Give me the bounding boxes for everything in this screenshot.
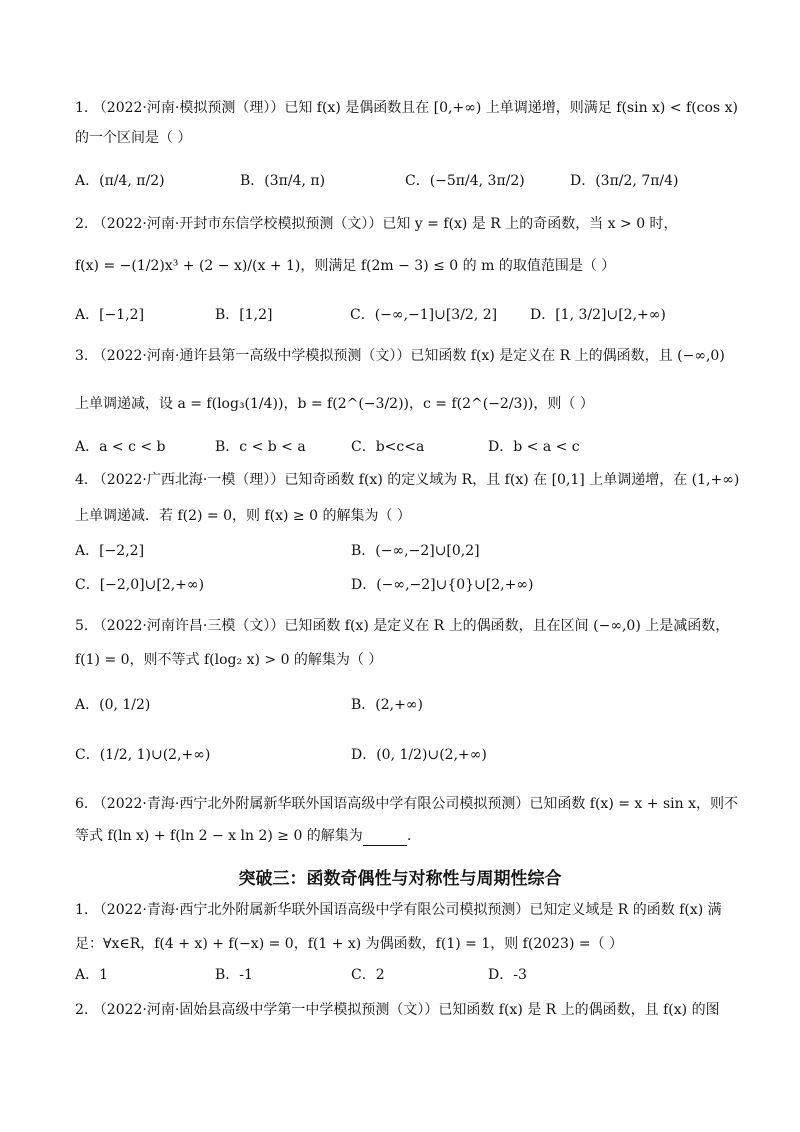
option-c[interactable]: C．(−5π/4, 3π/2): [405, 173, 525, 189]
question-1-stem-cont: 的一个区间是（ ）: [75, 130, 192, 146]
option-a[interactable]: A．[−2,2]: [75, 543, 145, 559]
question-6-period: .: [406, 828, 412, 844]
option-c[interactable]: C．[−2,0]∪[2,+∞): [75, 577, 205, 593]
option-c[interactable]: C．(1/2, 1)∪(2,+∞): [75, 747, 211, 763]
question-6-stem-cont: [75, 826, 740, 846]
question-1-options: [75, 166, 740, 194]
question-6-text: 等式 f(ln x) + f(ln 2 − x ln 2) ≥ 0 的解集为: [75, 828, 363, 844]
option-d[interactable]: D．(0, 1/2)∪(2,+∞): [351, 747, 487, 763]
question-3-stem: 3. （2022·河南·通许县第一高级中学模拟预测（文））已知函数 f(x) 是定义在 R 上的偶函数，且 (−∞,0): [75, 348, 725, 364]
question-4-stem-cont: 上单调递减．若 f(2) = 0，则 f(x) ≥ 0 的解集为（ ）: [75, 508, 411, 524]
option-b[interactable]: B．-1: [215, 967, 253, 983]
option-a[interactable]: A．(π/4, π/2): [75, 173, 165, 189]
question-4-options-row2: [75, 570, 740, 598]
question-5-options-row2: [75, 740, 740, 768]
question-2-stem-cont: f(x) = −(1/2)x³ + (2 − x)/(x + 1)，则满足 f(2m − 3) ≤ 0 的 m 的取值范围是（ ）: [75, 258, 616, 274]
option-b[interactable]: B．(−∞,−2]∪[0,2]: [351, 543, 480, 559]
option-b[interactable]: B．(3π/4, π): [240, 173, 326, 189]
question-5-stem: 5. （2022·河南许昌·三模（文））已知函数 f(x) 是定义在 R 上的偶函数，且在区间 (−∞,0) 上是减函数，: [75, 618, 730, 634]
option-d[interactable]: D．-3: [488, 967, 527, 983]
question-2-stem: 2. （2022·河南·开封市东信学校模拟预测（文））已知 y = f(x) 是 R 上的奇函数，当 x > 0 时，: [75, 216, 678, 232]
option-b[interactable]: B．c < b < a: [215, 439, 306, 455]
section2-question-2-stem: 2. （2022·河南·固始县高级中学第一中学模拟预测（文））已知函数 f(x) 是 R 上的偶函数，且 f(x) 的图: [75, 1002, 720, 1018]
question-4-options-row1: [75, 536, 740, 564]
answer-blank[interactable]: [363, 831, 407, 846]
option-d[interactable]: D．[1, 3/2]∪[2,+∞): [530, 307, 666, 323]
question-1-stem: 1. （2022·河南·模拟预测（理））已知 f(x) 是偶函数且在 [0,+∞) 上单调递增，则满足 f(sin x) < f(cos x): [75, 100, 738, 116]
question-5-stem-cont: f(1) = 0，则不等式 f(log₂ x) > 0 的解集为（ ）: [75, 652, 383, 668]
question-4-stem: 4. （2022·广西北海·一模（理））已知奇函数 f(x) 的定义域为 R，且 f(x) 在 [0,1] 上单调递增，在 (1,+∞): [75, 472, 740, 488]
question-6-stem: 6. （2022·青海·西宁北外附属新华联外国语高级中学有限公司模拟预测）已知函数 f(x) = x + sin x，则不: [75, 796, 738, 812]
option-d[interactable]: D．b < a < c: [488, 439, 580, 455]
question-5-options-row1: [75, 690, 740, 718]
question-3-stem-cont: 上单调递减，设 a = f(log₃(1/4))，b = f(2^(−3/2))，c = f(2^(−2/3))，则（ ）: [75, 396, 594, 412]
option-c[interactable]: C．2: [351, 967, 385, 983]
question-3-options: [75, 432, 740, 460]
option-c[interactable]: C．b<c<a: [351, 439, 425, 455]
option-a[interactable]: A．a < c < b: [75, 439, 166, 455]
option-a[interactable]: A．(0, 1/2): [75, 697, 151, 713]
option-c[interactable]: C．(−∞,−1]∪[3/2, 2]: [350, 307, 498, 323]
section-heading: 突破三：函数奇偶性与对称性与周期性综合: [238, 869, 562, 889]
option-a[interactable]: A．[−1,2]: [75, 307, 145, 323]
section2-question-1-stem: 1. （2022·青海·西宁北外附属新华联外国语高级中学有限公司模拟预测）已知定义域是 R 的函数 f(x) 满: [75, 902, 722, 918]
option-a[interactable]: A．1: [75, 967, 109, 983]
section2-question-1-options: [75, 960, 740, 988]
option-b[interactable]: B．[1,2]: [215, 307, 273, 323]
option-b[interactable]: B．(2,+∞): [351, 697, 423, 713]
option-d[interactable]: D．(3π/2, 7π/4): [570, 173, 679, 189]
section2-question-1-stem-cont: 足：∀x∈R，f(4 + x) + f(−x) = 0，f(1 + x) 为偶函数，f(1) = 1，则 f(2023) =（ ）: [75, 936, 624, 952]
option-d[interactable]: D．(−∞,−2]∪{0}∪[2,+∞): [351, 577, 534, 593]
question-2-options: [75, 300, 740, 328]
